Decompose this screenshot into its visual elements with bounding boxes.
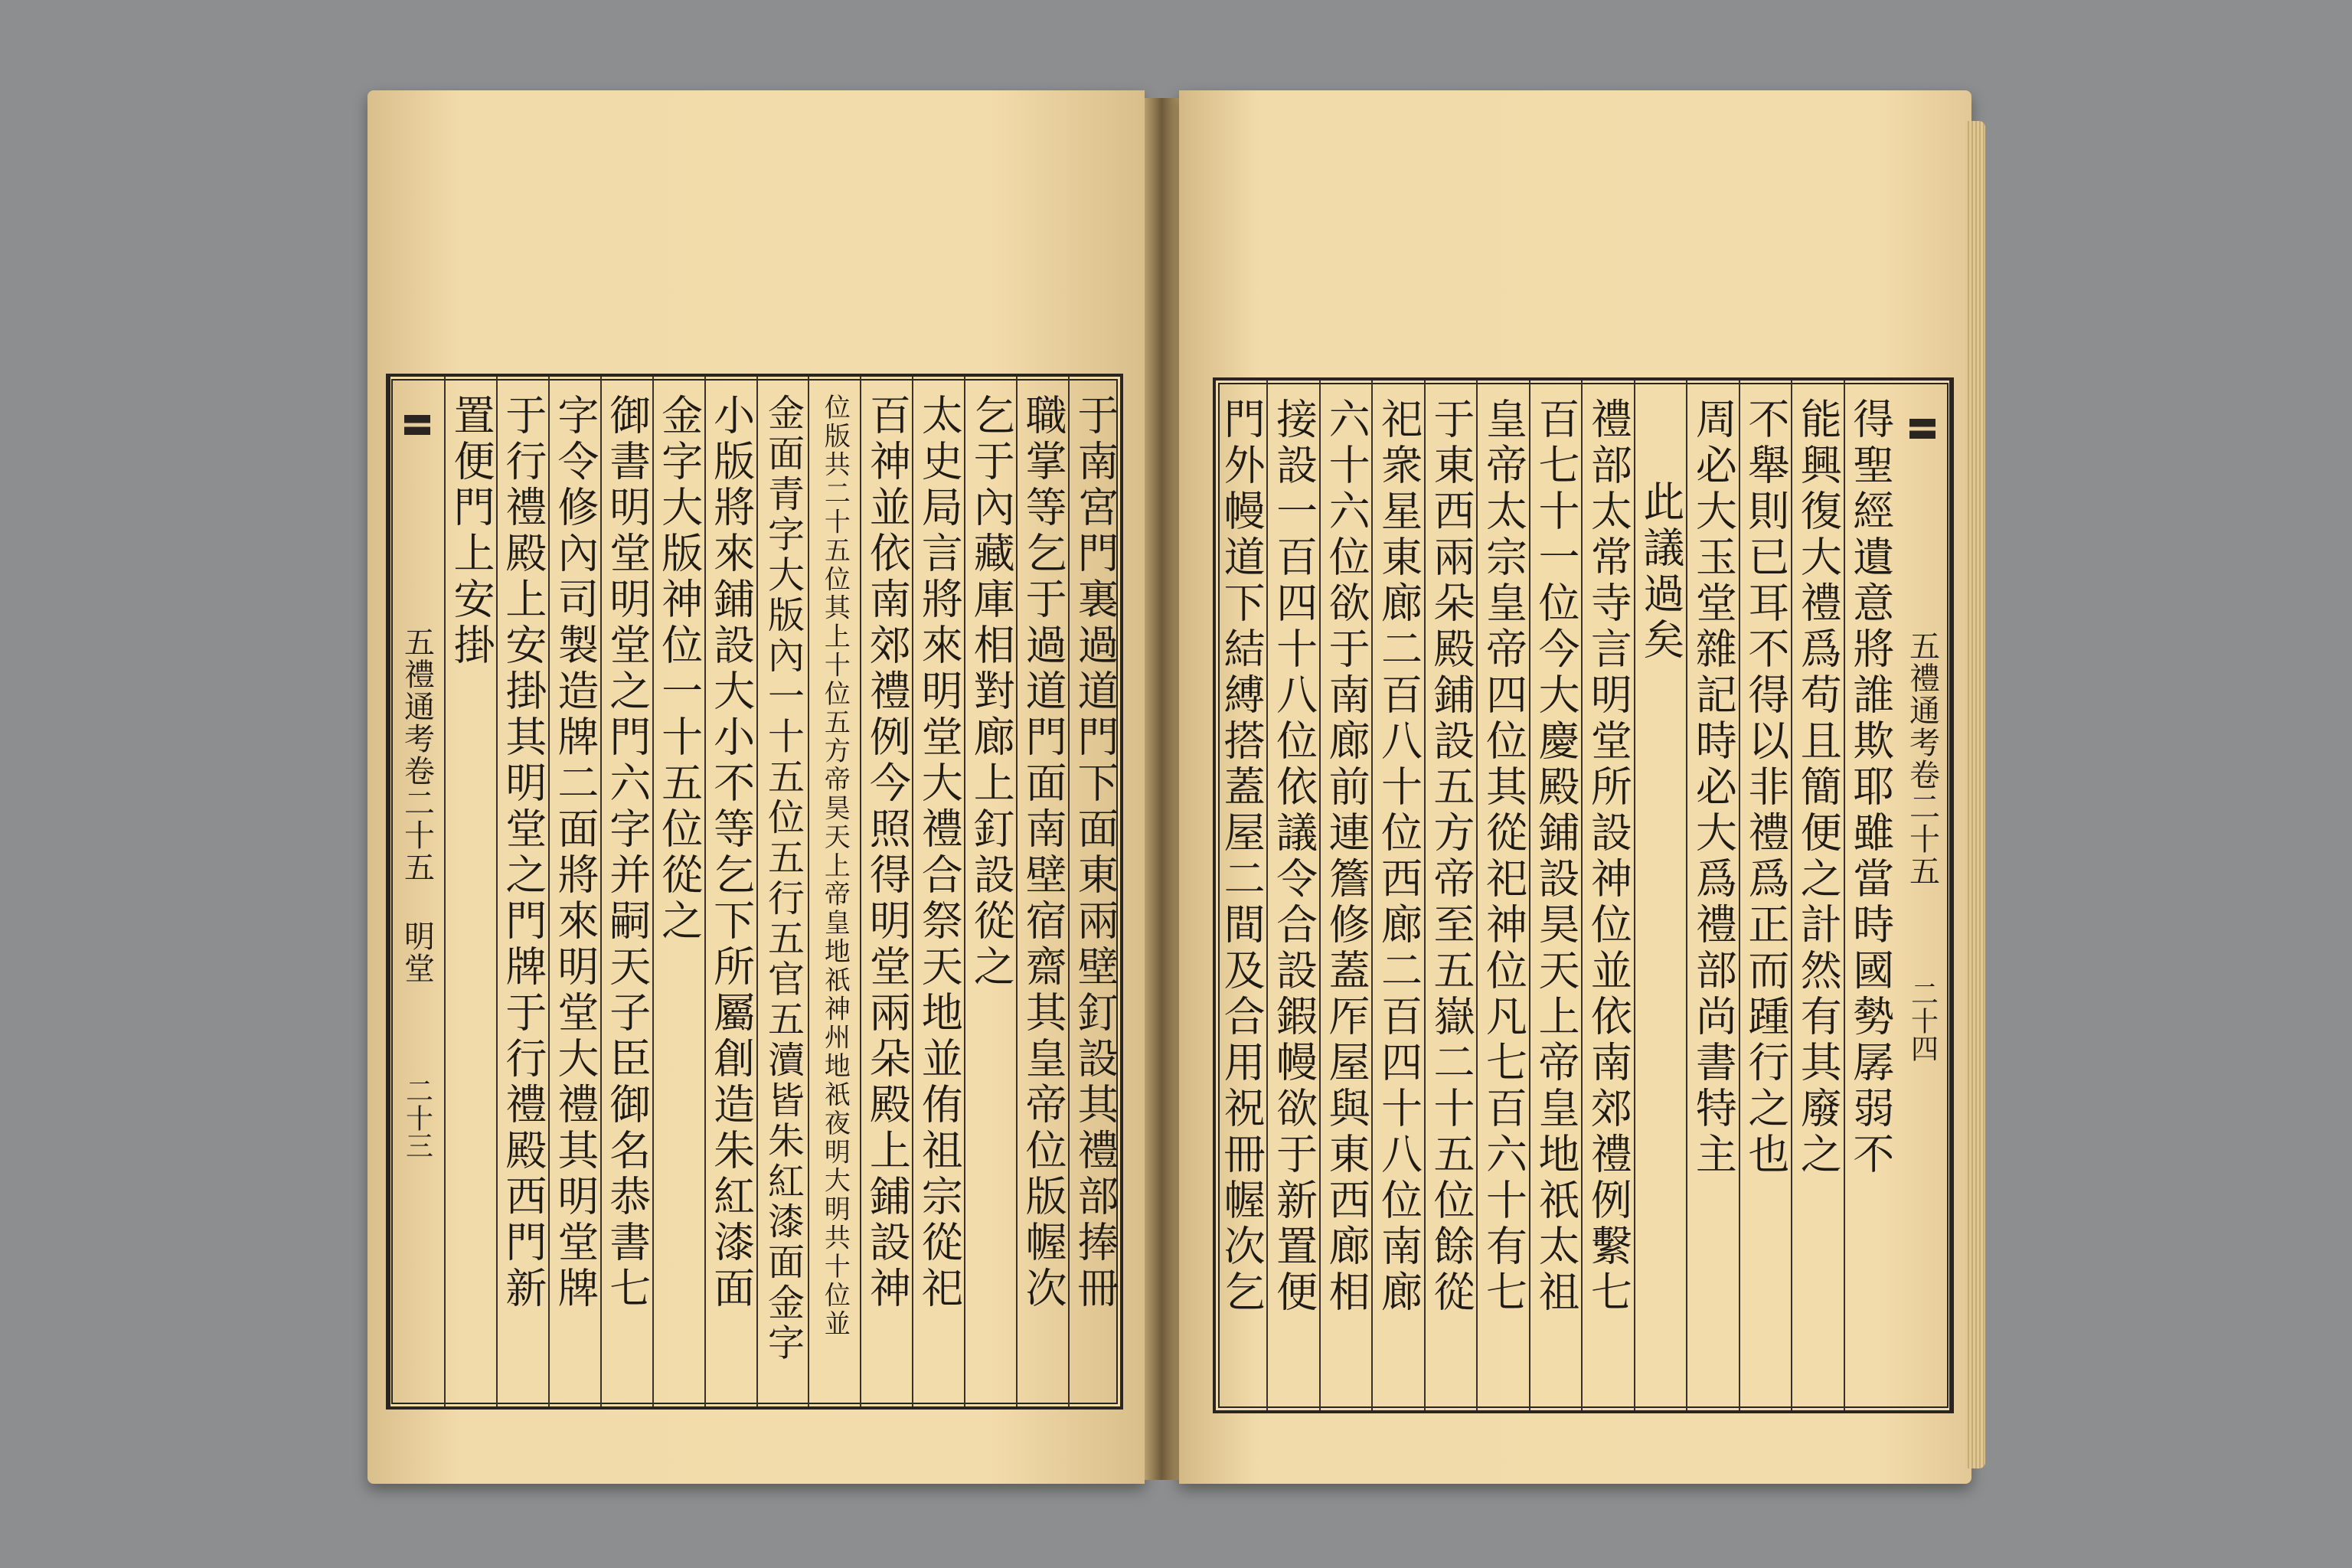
text-column xyxy=(600,377,652,1406)
column-text: 于南宮門裏過道門下面東兩壁釘設其禮部捧冊 xyxy=(1071,394,1120,1312)
text-column xyxy=(860,377,912,1406)
right-page xyxy=(1179,90,1971,1484)
column-text: 職掌等乞于過道門面南壁宿齋其皇帝位版幄次 xyxy=(1019,394,1068,1312)
column-text: 小版將來鋪設大小不等乞下所屬創造朱紅漆面 xyxy=(707,394,756,1312)
column-text: 禮部太常寺言明堂所設神位並依南郊禮例繫七 xyxy=(1584,397,1633,1316)
column-text: 位版共二十五位其上十位五方帝昊天上帝皇地祇神州地祇夜明大明共十位並 xyxy=(819,394,851,1339)
fish-tail-mark xyxy=(1909,419,1936,439)
right-text-frame xyxy=(1213,377,1954,1413)
text-column xyxy=(652,377,704,1406)
column-text: 金面青字大版內一十五位五行五官五瀆皆朱紅漆面金字 xyxy=(761,394,805,1364)
column-text: 百七十一位今大慶殿鋪設昊天上帝皇地祇太祖 xyxy=(1531,397,1580,1316)
column-text: 百神並依南郊禮例今照得明堂兩朵殿上鋪設神 xyxy=(863,394,912,1312)
text-column xyxy=(1739,381,1791,1410)
left-folio: 二十三 xyxy=(401,1076,433,1159)
column-text: 不舉則已耳不得以非禮爲正而踵行之也 xyxy=(1741,397,1790,1178)
open-book xyxy=(360,90,1991,1499)
column-text: 能興復大禮爲苟且簡便之計然有其廢之 xyxy=(1794,397,1843,1178)
right-margin-strip xyxy=(1896,381,1951,1410)
column-text: 御書明堂明堂之門六字并嗣天子臣御名恭書七 xyxy=(603,394,652,1312)
text-column xyxy=(444,377,496,1406)
text-column xyxy=(1216,381,1266,1410)
column-text: 于行禮殿上安掛其明堂之門牌于行禮殿西門新 xyxy=(498,394,547,1312)
text-column xyxy=(808,377,860,1406)
text-column xyxy=(704,377,756,1406)
column-text: 門外幔道下結縛搭蓋屋二間及合用祝冊幄次乞 xyxy=(1217,397,1266,1316)
text-column xyxy=(548,377,600,1406)
book-gutter xyxy=(1145,98,1179,1480)
text-column xyxy=(1476,381,1528,1410)
text-column xyxy=(756,377,808,1406)
text-column xyxy=(496,377,548,1406)
left-page xyxy=(368,90,1145,1484)
text-column xyxy=(1686,381,1738,1410)
column-text: 此議過矣 xyxy=(1636,480,1685,664)
text-column xyxy=(1634,381,1686,1410)
right-columns xyxy=(1216,381,1951,1410)
column-text: 置便門上安掛 xyxy=(446,394,495,669)
text-column xyxy=(964,377,1016,1406)
text-column xyxy=(1266,381,1318,1410)
column-text: 接設一百四十八位依議令合設鍜幔欲于新置便 xyxy=(1269,397,1318,1316)
column-text: 六十六位欲于南廊前連簷修蓋厏屋與東西廊相 xyxy=(1322,397,1371,1316)
text-column xyxy=(1844,381,1896,1410)
left-margin-title: 五禮通考卷二十五 明堂 xyxy=(399,626,435,985)
text-column xyxy=(1581,381,1633,1410)
text-column xyxy=(1319,381,1371,1410)
column-text: 祀衆星東廊二百八十位西廊二百四十八位南廊 xyxy=(1374,397,1423,1316)
column-text: 乞于內藏庫相對廊上釘設從之 xyxy=(967,394,1016,991)
left-text-frame xyxy=(386,374,1123,1410)
column-text: 太史局言將來明堂大禮合祭天地並侑祖宗從祀 xyxy=(915,394,964,1312)
column-text: 皇帝太宗皇帝四位其從祀神位凡七百六十有七 xyxy=(1479,397,1528,1316)
column-text: 得聖經遺意將誰欺耶雖當時國勢孱弱不 xyxy=(1846,397,1895,1178)
column-text: 字令修內司製造牌二面將來明堂大禮其明堂牌 xyxy=(550,394,599,1312)
text-column xyxy=(1016,377,1068,1406)
text-column xyxy=(1529,381,1581,1410)
column-text: 金字大版神位一十五位從之 xyxy=(655,394,704,945)
column-text: 于東西兩朵殿鋪設五方帝至五嶽二十五位餘從 xyxy=(1427,397,1476,1316)
left-columns xyxy=(389,377,1120,1406)
column-text: 周必大玉堂雜記時必大爲禮部尚書特主 xyxy=(1689,397,1738,1178)
right-folio: 二十四 xyxy=(1906,979,1939,1062)
right-margin-title: 五禮通考卷二十五 xyxy=(1904,630,1940,887)
text-column xyxy=(1424,381,1476,1410)
text-column xyxy=(912,377,964,1406)
text-column xyxy=(1371,381,1423,1410)
left-margin-strip xyxy=(389,377,444,1406)
text-column xyxy=(1791,381,1843,1410)
page-edge-stack xyxy=(1965,121,1985,1468)
fish-tail-mark xyxy=(404,415,430,435)
text-column xyxy=(1068,377,1120,1406)
